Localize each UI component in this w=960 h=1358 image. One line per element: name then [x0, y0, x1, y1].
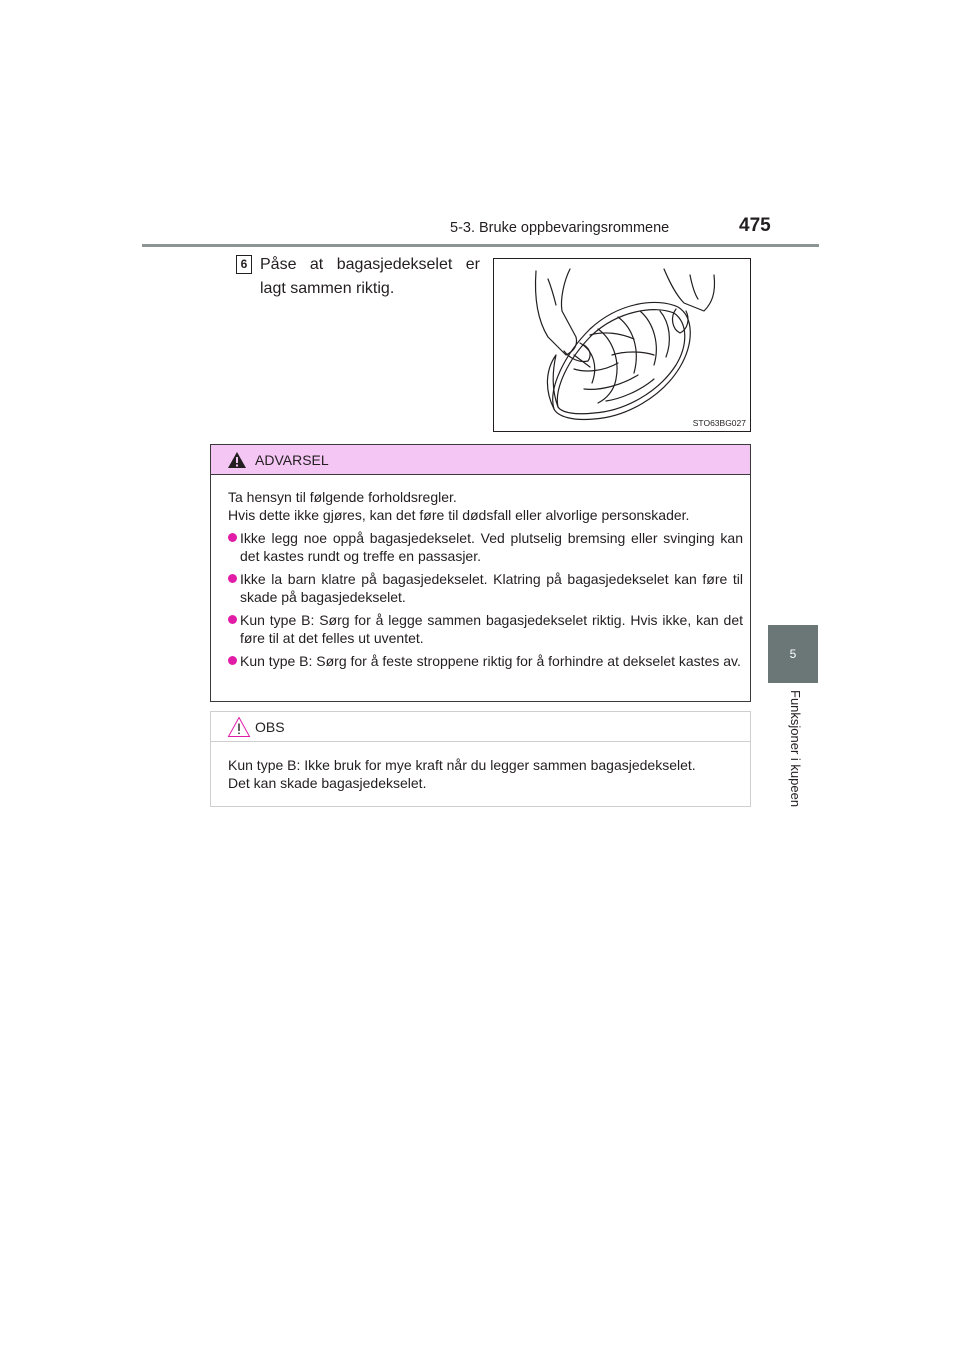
chapter-title: Funksjoner i kupeen: [788, 690, 803, 808]
folding-cover-drawing: [494, 259, 750, 431]
warning-title: ADVARSEL: [255, 452, 329, 468]
bullet-dot-icon: [228, 656, 237, 665]
chapter-title-vertical: [785, 690, 805, 830]
notice-body: [211, 742, 750, 792]
list-item-text: Ikke legg noe oppå bagasjedekselet. Ved plutselig bremsing eller svinging kan det kastes rundt og treffe en passasjer.: [240, 530, 743, 564]
caution-triangle-icon: [227, 716, 251, 743]
list-item: [228, 652, 743, 670]
notice-title: OBS: [255, 719, 285, 735]
list-item: [228, 570, 743, 606]
header-divider: [142, 244, 819, 247]
section-title: 5-3. Bruke oppbevaringsrommene: [450, 220, 670, 236]
warning-body: [211, 475, 750, 670]
step-number-badge: 6: [236, 255, 252, 274]
illustration-folding-cover: [493, 258, 751, 432]
notice-box: [210, 711, 751, 807]
bullet-dot-icon: [228, 574, 237, 583]
warning-intro-line2: Hvis dette ikke gjøres, kan det føre til dødsfall eller alvorlige personskader.: [228, 507, 690, 523]
notice-line2: Det kan skade bagasjedekselet.: [228, 775, 427, 791]
list-item-text: Ikke la barn klatre på bagasjedekselet. Klatring på bagasjedekselet kan føre til skade på bagasjedekselet.: [240, 571, 743, 605]
chapter-tab: 5: [768, 625, 818, 683]
notice-header: [211, 712, 750, 742]
list-item-text: Kun type B: Sørg for å feste stroppene riktig for å forhindre at dekselet kastes av.: [240, 653, 741, 669]
notice-line1: Kun type B: Ikke bruk for mye kraft når du legger sammen bagasjedekselet.: [228, 757, 696, 773]
page-number: 475: [739, 215, 771, 236]
bullet-dot-icon: [228, 533, 237, 542]
warning-header: [211, 445, 750, 475]
list-item: [228, 611, 743, 647]
warning-box: [210, 444, 751, 702]
list-item-text: Kun type B: Sørg for å legge sammen bagasjedekselet riktig. Hvis ikke, kan det føre til at det felles ut uventet.: [240, 612, 743, 646]
bullet-dot-icon: [228, 615, 237, 624]
warning-bullet-list: [228, 529, 743, 670]
list-item: [228, 529, 743, 565]
warning-triangle-icon: [227, 451, 247, 474]
warning-intro-line1: Ta hensyn til følgende forholdsregler.: [228, 489, 457, 505]
figure-code: STO63BG027: [692, 418, 746, 428]
step-text: Påse at bagasjedekselet er lagt sammen riktig.: [260, 256, 480, 297]
